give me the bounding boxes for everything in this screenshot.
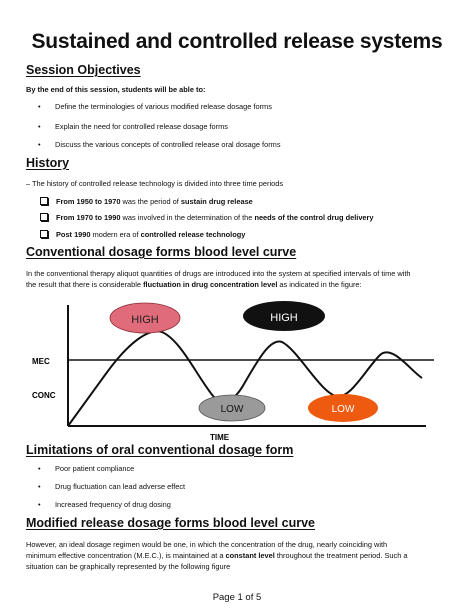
low-label-2: LOW	[331, 404, 355, 415]
conventional-paragraph: In the conventional therapy aliquot quantities of drugs are introduced into the system at specified intervals of time with the result that there is considerable fluctuation in drug concentration level as indicated in the figure:	[26, 269, 411, 289]
modified-heading: Modified release dosage forms blood level curve	[26, 516, 315, 530]
high-label-1: HIGH	[131, 314, 159, 326]
mec-label: MEC	[32, 357, 50, 366]
objective-item: • Discuss the various concepts of controlled release oral dosage forms	[38, 140, 281, 149]
objective-item: • Define the terminologies of various modified release dosage forms	[38, 102, 272, 111]
checkbox-bullet-icon	[40, 197, 48, 205]
checkbox-bullet-icon	[40, 230, 48, 238]
limitations-heading: Limitations of oral conventional dosage form	[26, 443, 294, 457]
high-label-2: HIGH	[270, 312, 298, 324]
objective-item: • Explain the need for controlled release dosage forms	[38, 122, 228, 131]
history-period: Post 1990 modern era of controlled release technology	[40, 229, 245, 239]
limitation-item: • Increased frequency of drug dosing	[38, 500, 171, 509]
history-intro: – The history of controlled release technology is divided into three time periods	[26, 179, 284, 188]
history-heading: History	[26, 156, 70, 170]
objectives-intro: By the end of this session, students will be able to:	[26, 85, 206, 94]
history-period: From 1950 to 1970 was the period of sustain drug release	[40, 196, 253, 206]
page-title: Sustained and controlled release systems	[31, 30, 443, 53]
conventional-heading: Conventional dosage forms blood level curve	[26, 245, 297, 259]
history-period: From 1970 to 1990 was involved in the determination of the needs of the control drug delivery	[40, 212, 374, 222]
time-label: TIME	[210, 433, 230, 442]
blood-level-figure	[30, 300, 450, 445]
low-label-1: LOW	[220, 404, 244, 415]
modified-paragraph: However, an ideal dosage regimen would be one, in which the concentration of the drug, nearly coinciding with minimum effective concentration (M.E.C.), is maintained at a constant level throughout the treatment period. Such a situation can be graphically represented by the following figure	[26, 540, 408, 571]
page-number: Page 1 of 5	[212, 592, 262, 603]
objectives-heading: Session Objectives	[26, 63, 141, 77]
checkbox-bullet-icon	[40, 213, 48, 221]
limitation-item: • Drug fluctuation can lead adverse effect	[38, 482, 186, 491]
limitation-item: • Poor patient compliance	[38, 464, 135, 473]
conc-label: CONC	[32, 391, 56, 400]
